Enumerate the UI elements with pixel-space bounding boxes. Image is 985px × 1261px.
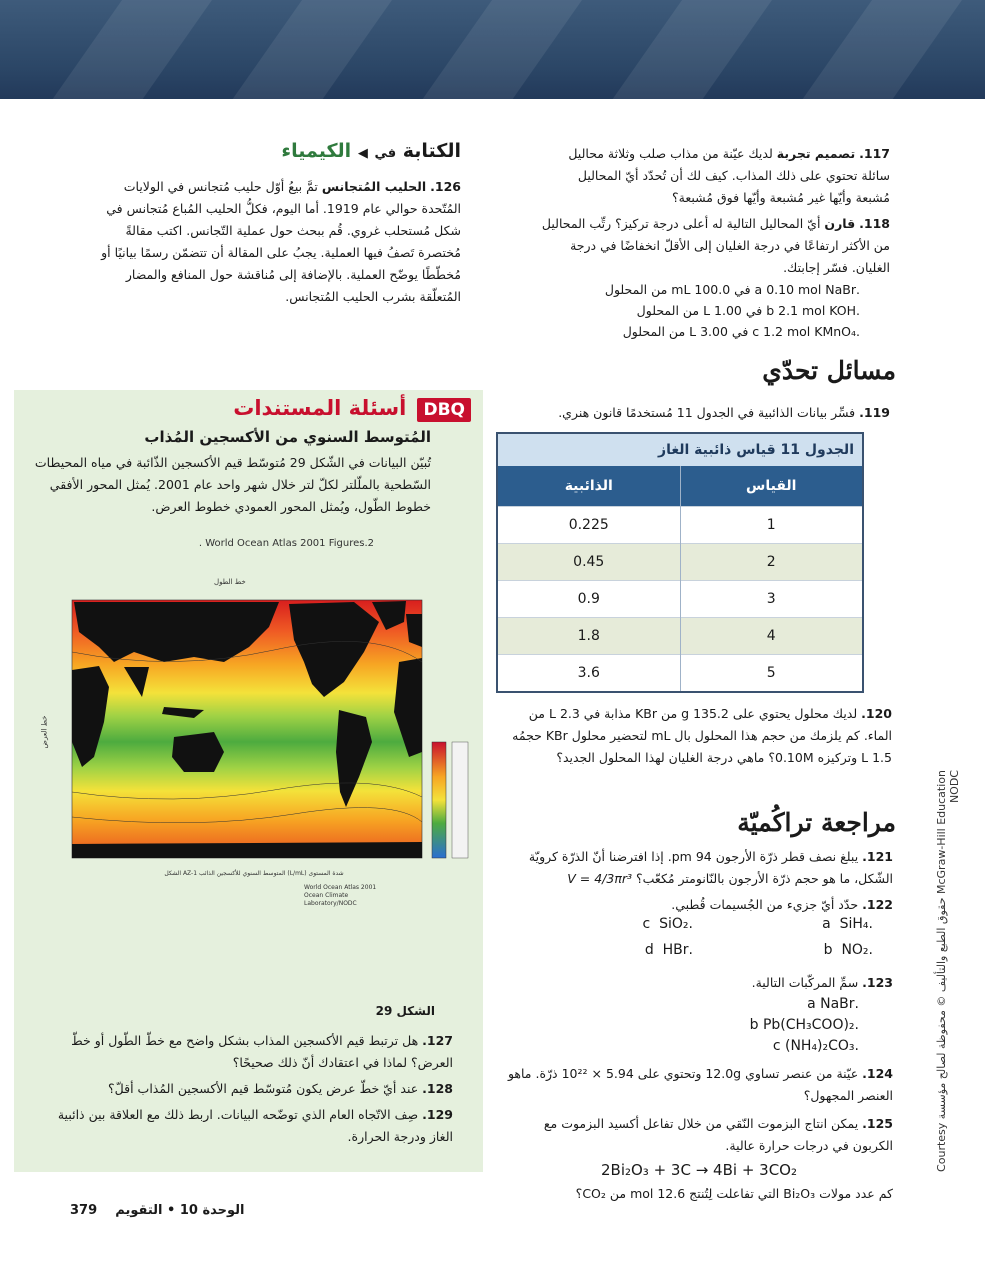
antarctica-shape xyxy=(72,842,422,858)
option-123-a: .a NaBr xyxy=(807,996,859,1012)
map-color-legend xyxy=(432,742,446,858)
option-122-c: .c SiO₂ xyxy=(642,916,693,932)
dbq-panel xyxy=(14,390,483,1172)
side-credit: McGraw-Hill Education حقوق الطبع والتأليف © محفوظة لصالح مؤسسة Courtesy NODC xyxy=(935,770,961,1172)
page-footer xyxy=(70,1203,245,1218)
equation-125: 2Bi₂O₃ + 3C → 4Bi + 3CO₂ xyxy=(600,1161,797,1179)
table-11 xyxy=(496,432,864,693)
ocean-oxygen-map xyxy=(54,592,474,892)
cell-measure: 1 xyxy=(680,507,862,544)
map-credit: World Ocean Atlas 2001 Ocean Climate Laboratory/NODC xyxy=(304,884,377,907)
question-118-c: .c 1.2 mol KMnO₄ في 3.00 L من المحلول xyxy=(622,324,860,339)
map-caption: شدة المستوى (L/mL) المتوسط السنوي للأكسجين الذائب AZ-1 الشكل xyxy=(164,870,344,877)
question-118: 118. قارن أيّ المحاليل التالية له أعلى درجة تركيز؟ رتِّب المحاليل من الأكثر ارتفاعًا في درجة الغليان إلى الأقلّ انخفاضًا في درجة الغليان. فسّر إجابتك. xyxy=(541,216,890,275)
cell-solubility: 0.45 xyxy=(498,544,680,581)
question-129: 129. صِف الاتّجاه العام الذي توضّحه البيانات. اربط ذلك مع العلاقة بين ذائبية الغاز ودرجة الحرارة. xyxy=(57,1107,453,1144)
question-125: 125. يمكن انتاج البزموت النّقي من خلال تفاعل أكسيد البزموت مع الكربون في درجات حرارة عالية. xyxy=(543,1116,893,1153)
question-125-prompt: كم عدد مولات Bi₂O₃ التي تفاعلت لِتُنتج 12.6 mol من CO₂؟ xyxy=(575,1186,893,1201)
dbq-source: World Ocean Atlas 2001 Figures.2 . xyxy=(198,538,374,549)
question-122: 122. حدّد أيّ جزيء من الجُسيمات قُطبي. xyxy=(671,897,893,912)
dbq-subtitle: المُتوسط السنوي من الأكسجين المُذاب xyxy=(144,428,431,446)
table-row xyxy=(498,544,862,581)
question-123: 123. سمِّ المركّبات التالية. xyxy=(751,975,893,990)
writing-section xyxy=(96,140,461,308)
question-124: 124. عيّنة من عنصر تساوي 12.0g وتحتوي على 5.94 × 10²² ذرّة. ماهو العنصر المجهول؟ xyxy=(507,1066,893,1103)
question-121: 121. يبلغ نصف قطر ذرّة الأرجون 94 pm. إذا افترضنا أنّ الذرّة كرويّة الشّكل، ما هو حجم ذرّة الأرجون بالنّانومتر مُكعّب؟ V = 4/3πr³ xyxy=(528,849,893,886)
dbq-badge: DBQ xyxy=(417,398,471,422)
question-127: 127. هل ترتبط قيم الأكسجين المذاب بشكل واضح مع خطّ الطّول أو خطّ العرض؟ لماذا في اعتقادك أنّ ذلك صحيحًا؟ xyxy=(71,1033,453,1070)
col-header-measure: القياس xyxy=(680,466,862,507)
cell-solubility: 1.8 xyxy=(498,618,680,655)
page-number: 379 xyxy=(70,1203,98,1218)
table-11-title: الجدول 11 قياس ذائبية الغاز xyxy=(498,434,862,466)
table-row xyxy=(498,507,862,544)
writing-heading: الكتابة في ◀ الكيمياء xyxy=(281,140,461,162)
col-header-solubility: الذائبية xyxy=(498,466,680,507)
footer-unit: الوحدة 10 • التقويم xyxy=(115,1203,245,1218)
option-122-a: .a SiH₄ xyxy=(822,916,873,932)
table-row xyxy=(498,655,862,692)
question-118-b: .b 2.1 mol KOH في 1.00 L من المحلول xyxy=(636,303,860,318)
question-122-options xyxy=(505,916,893,964)
question-123-options xyxy=(505,994,893,1057)
table-row xyxy=(498,581,862,618)
table-11-grid xyxy=(498,466,862,691)
question-117: 117. تصميم تجربة لديك عيّنة من مذاب صلب وثلاثة محاليل سائلة تحتوي على ذلك المذاب. كيف لك أن تُحدّد أيّ المحاليل مُشبعة وأيّها غير مُشبعة وأيّها فوق مُشبعة؟ xyxy=(568,146,890,205)
top-banner xyxy=(0,0,985,99)
cell-solubility: 0.9 xyxy=(498,581,680,618)
review-section xyxy=(505,846,893,1205)
cell-measure: 2 xyxy=(680,544,862,581)
challenge-heading: مسائل تحدّي xyxy=(762,356,896,385)
dbq-questions xyxy=(33,1030,453,1148)
map-top-label: خط الطول xyxy=(214,578,246,586)
map-side-label: خط العرض xyxy=(40,715,49,749)
option-123-b: .b Pb(CH₃COO)₂ xyxy=(749,1017,859,1033)
cell-solubility: 3.6 xyxy=(498,655,680,692)
option-122-b: .b NO₂ xyxy=(823,942,873,958)
cell-measure: 3 xyxy=(680,581,862,618)
question-119: 119. فسِّر بيانات الذائبية في الجدول 11 مُستخدمًا قانون هنري. xyxy=(558,405,890,420)
dbq-header xyxy=(31,396,471,420)
cell-solubility: 0.225 xyxy=(498,507,680,544)
cell-measure: 4 xyxy=(680,618,862,655)
question-118-a: .a 0.10 mol NaBr في 100.0 mL من المحلول xyxy=(604,282,860,297)
review-heading: مراجعة تراكُميّة xyxy=(737,808,896,837)
triangle-icon: ◀ xyxy=(357,146,368,161)
questions-117-118 xyxy=(540,143,890,342)
ocean-oxygen-map-figure xyxy=(40,578,474,918)
figure-29-label: الشكل 29 xyxy=(375,1004,435,1018)
table-row xyxy=(498,618,862,655)
dbq-intro: تُبيّن البيانات في الشّكل 29 مُتوسّط قيم الأكسجين الذّائبة في مياه المحيطات السّطحية بالملّلتر لكلّ لتر خلال شهر واحد عام 2001. يُمثل المحور الأفقي خطوط الطّول، ويُمثل المحور العمودي خطوط العرض. xyxy=(34,455,431,514)
question-128: 128. عند أيّ خطّ عرض يكون مُتوسّط قيم الأكسجين المُذاب أقلّ؟ xyxy=(108,1081,453,1096)
option-122-d: .d HBr xyxy=(644,942,693,958)
question-126: 126. الحليب المُتجانس تمَّ بيعُ أوّل حليب مُتجانس في الولايات المُتّحدة حوالي عام 1919. أما اليوم، فكلُّ الحليب المُباع مُتجانس في شكل مُستحلب غروي. قُم ببحث حول عملية التّجانس. اكتب مقالةً مُختصرة تَصفُ فيها العملية. يجبُ على المقالة أن تتضمّن رسمًا بيانيًا أو مُخطّطًا يوضّح العملية. بالإضافة إلى مُناقشة حول المنافع والمضار المُتعلّقة بشرب الحليب المُتجانس. xyxy=(101,179,461,304)
dbq-title: أسئلة المستندات xyxy=(233,396,407,420)
cell-measure: 5 xyxy=(680,655,862,692)
question-120: 120. لديك محلول يحتوي على 135.2 g من KBr مذابة في 2.3 L من الماء. كم يلزمك من حجم هذا المحلول بال mL لتحضير محلول KBr حجمُه 1.5 L وتركيزه 0.10M؟ ماهي درجة الغليان لهذا المحلول الجديد؟ xyxy=(512,706,892,765)
option-123-c: .c (NH₄)₂CO₃ xyxy=(772,1038,859,1054)
australia-shape xyxy=(172,732,224,772)
